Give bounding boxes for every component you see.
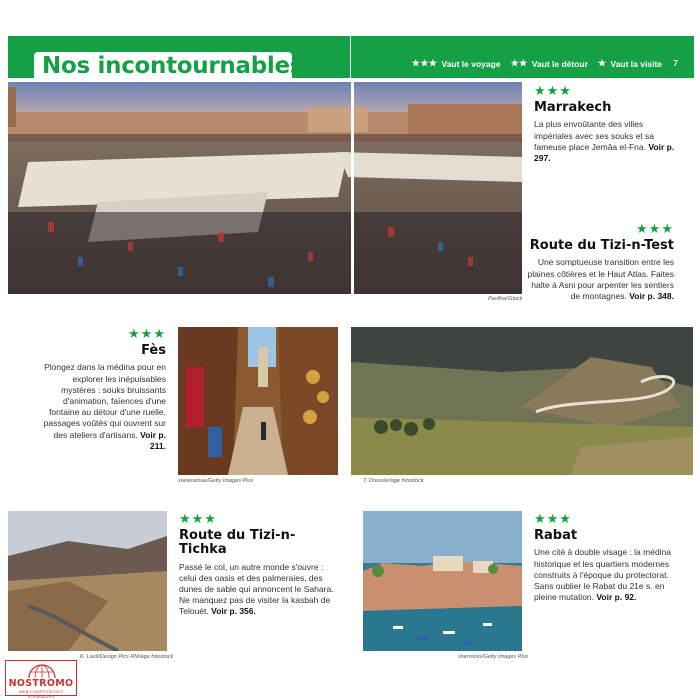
page-reference: Voir p. 348.	[629, 290, 674, 301]
page-number: 7	[673, 58, 678, 68]
entry-fes	[36, 327, 166, 452]
legend-item-1-star	[598, 58, 662, 69]
entry-description: Plongez dans la médina pour en explorer les inépuisables mystères : souks bruissants d'animation, faïences d'une fontaine au détour d'une ruelle, passages voûtés qui ouvrent sur des ateliers d'artisans. Voir p. 211.	[43, 362, 166, 451]
rating-stars-icon: ★★★	[179, 511, 217, 526]
entry-description: Une cité à double visage : la médina historique et les quartiers modernes construits à l'époque du protectorat. Sans oublier le Rabat du 21e s. en pleine mutation. Voir p. 92.	[534, 547, 672, 603]
tizi-n-test-photo	[351, 327, 693, 475]
entry-tizi-n-test	[526, 222, 674, 302]
globe-icon	[27, 662, 57, 678]
legend-label: Vaut la visite	[610, 58, 662, 69]
rating-stars-icon: ★★★	[534, 511, 572, 526]
entry-description: Passé le col, un autre monde s'ouvre : celui des oasis et des palmeraies, des dunes de sable qui annoncent le Sahara. Ne manquez pas de visiter la kasbah de Telouèt. Voir p. 356.	[179, 561, 334, 617]
entry-title: Marrakech	[534, 100, 612, 115]
star-icon: ★	[597, 58, 607, 68]
entry-title: Route du Tizi-n-Tichka	[179, 528, 296, 558]
entry-rabat	[534, 512, 684, 603]
rating-stars-icon: ★★★	[128, 326, 166, 341]
entry-title: Route du Tizi-n-Test	[529, 238, 674, 253]
tizi-n-tichka-photo	[8, 511, 167, 651]
page-reference: Voir p. 297.	[534, 141, 675, 163]
entry-title: Fès	[141, 343, 166, 358]
photo-credit: xavierarnau/Getty Images Plus	[178, 478, 254, 484]
page-title: Nos incontournables	[42, 53, 304, 79]
marrakech-photo	[8, 82, 522, 294]
photo-credit: K. Lavit/Design Pics RM/age fotostock	[80, 654, 174, 660]
logo-tagline: WEB COMPTOIR DES VOYAGEURS	[18, 689, 64, 699]
fes-photo	[178, 327, 338, 475]
page-reference: Voir p. 211.	[140, 429, 166, 451]
photo-credit: sherrocks/Getty Images Plus	[458, 654, 529, 660]
spread-divider	[350, 36, 351, 78]
entry-tizi-n-tichka	[179, 512, 339, 618]
rating-legend	[412, 58, 662, 69]
nostromo-logo	[5, 660, 77, 699]
entry-marrakech	[534, 84, 680, 164]
entry-description: Une somptueuse transition entre les plaines côtières et le Haut Atlas. Faites halte à Asni pour arpenter les sentiers de montagnes. Voir p. 348.	[527, 257, 674, 301]
stars-icon: ★★★	[411, 58, 438, 68]
legend-item-3-stars	[412, 58, 501, 69]
legend-label: Vaut le détour	[531, 58, 588, 69]
legend-label: Vaut le voyage	[441, 58, 501, 69]
page-reference: Voir p. 356.	[211, 606, 256, 617]
stars-icon: ★★	[510, 58, 528, 68]
rating-stars-icon: ★★★	[534, 83, 572, 98]
photo-credit: T. Dressler/age fotostock	[363, 478, 424, 484]
page-reference: Voir p. 92.	[596, 592, 637, 603]
rabat-photo	[363, 511, 522, 651]
rating-stars-icon: ★★★	[636, 221, 674, 236]
logo-brand: NOSTROMO	[8, 678, 74, 689]
photo-credit: Pavliha/iStock	[488, 296, 523, 302]
entry-title: Rabat	[534, 528, 578, 543]
entry-description: La plus envoûtante des villes impériales avec ses souks et sa fameuse place Jemâa el-Fna. Voir p. 297.	[534, 119, 675, 163]
legend-item-2-stars	[511, 58, 588, 69]
